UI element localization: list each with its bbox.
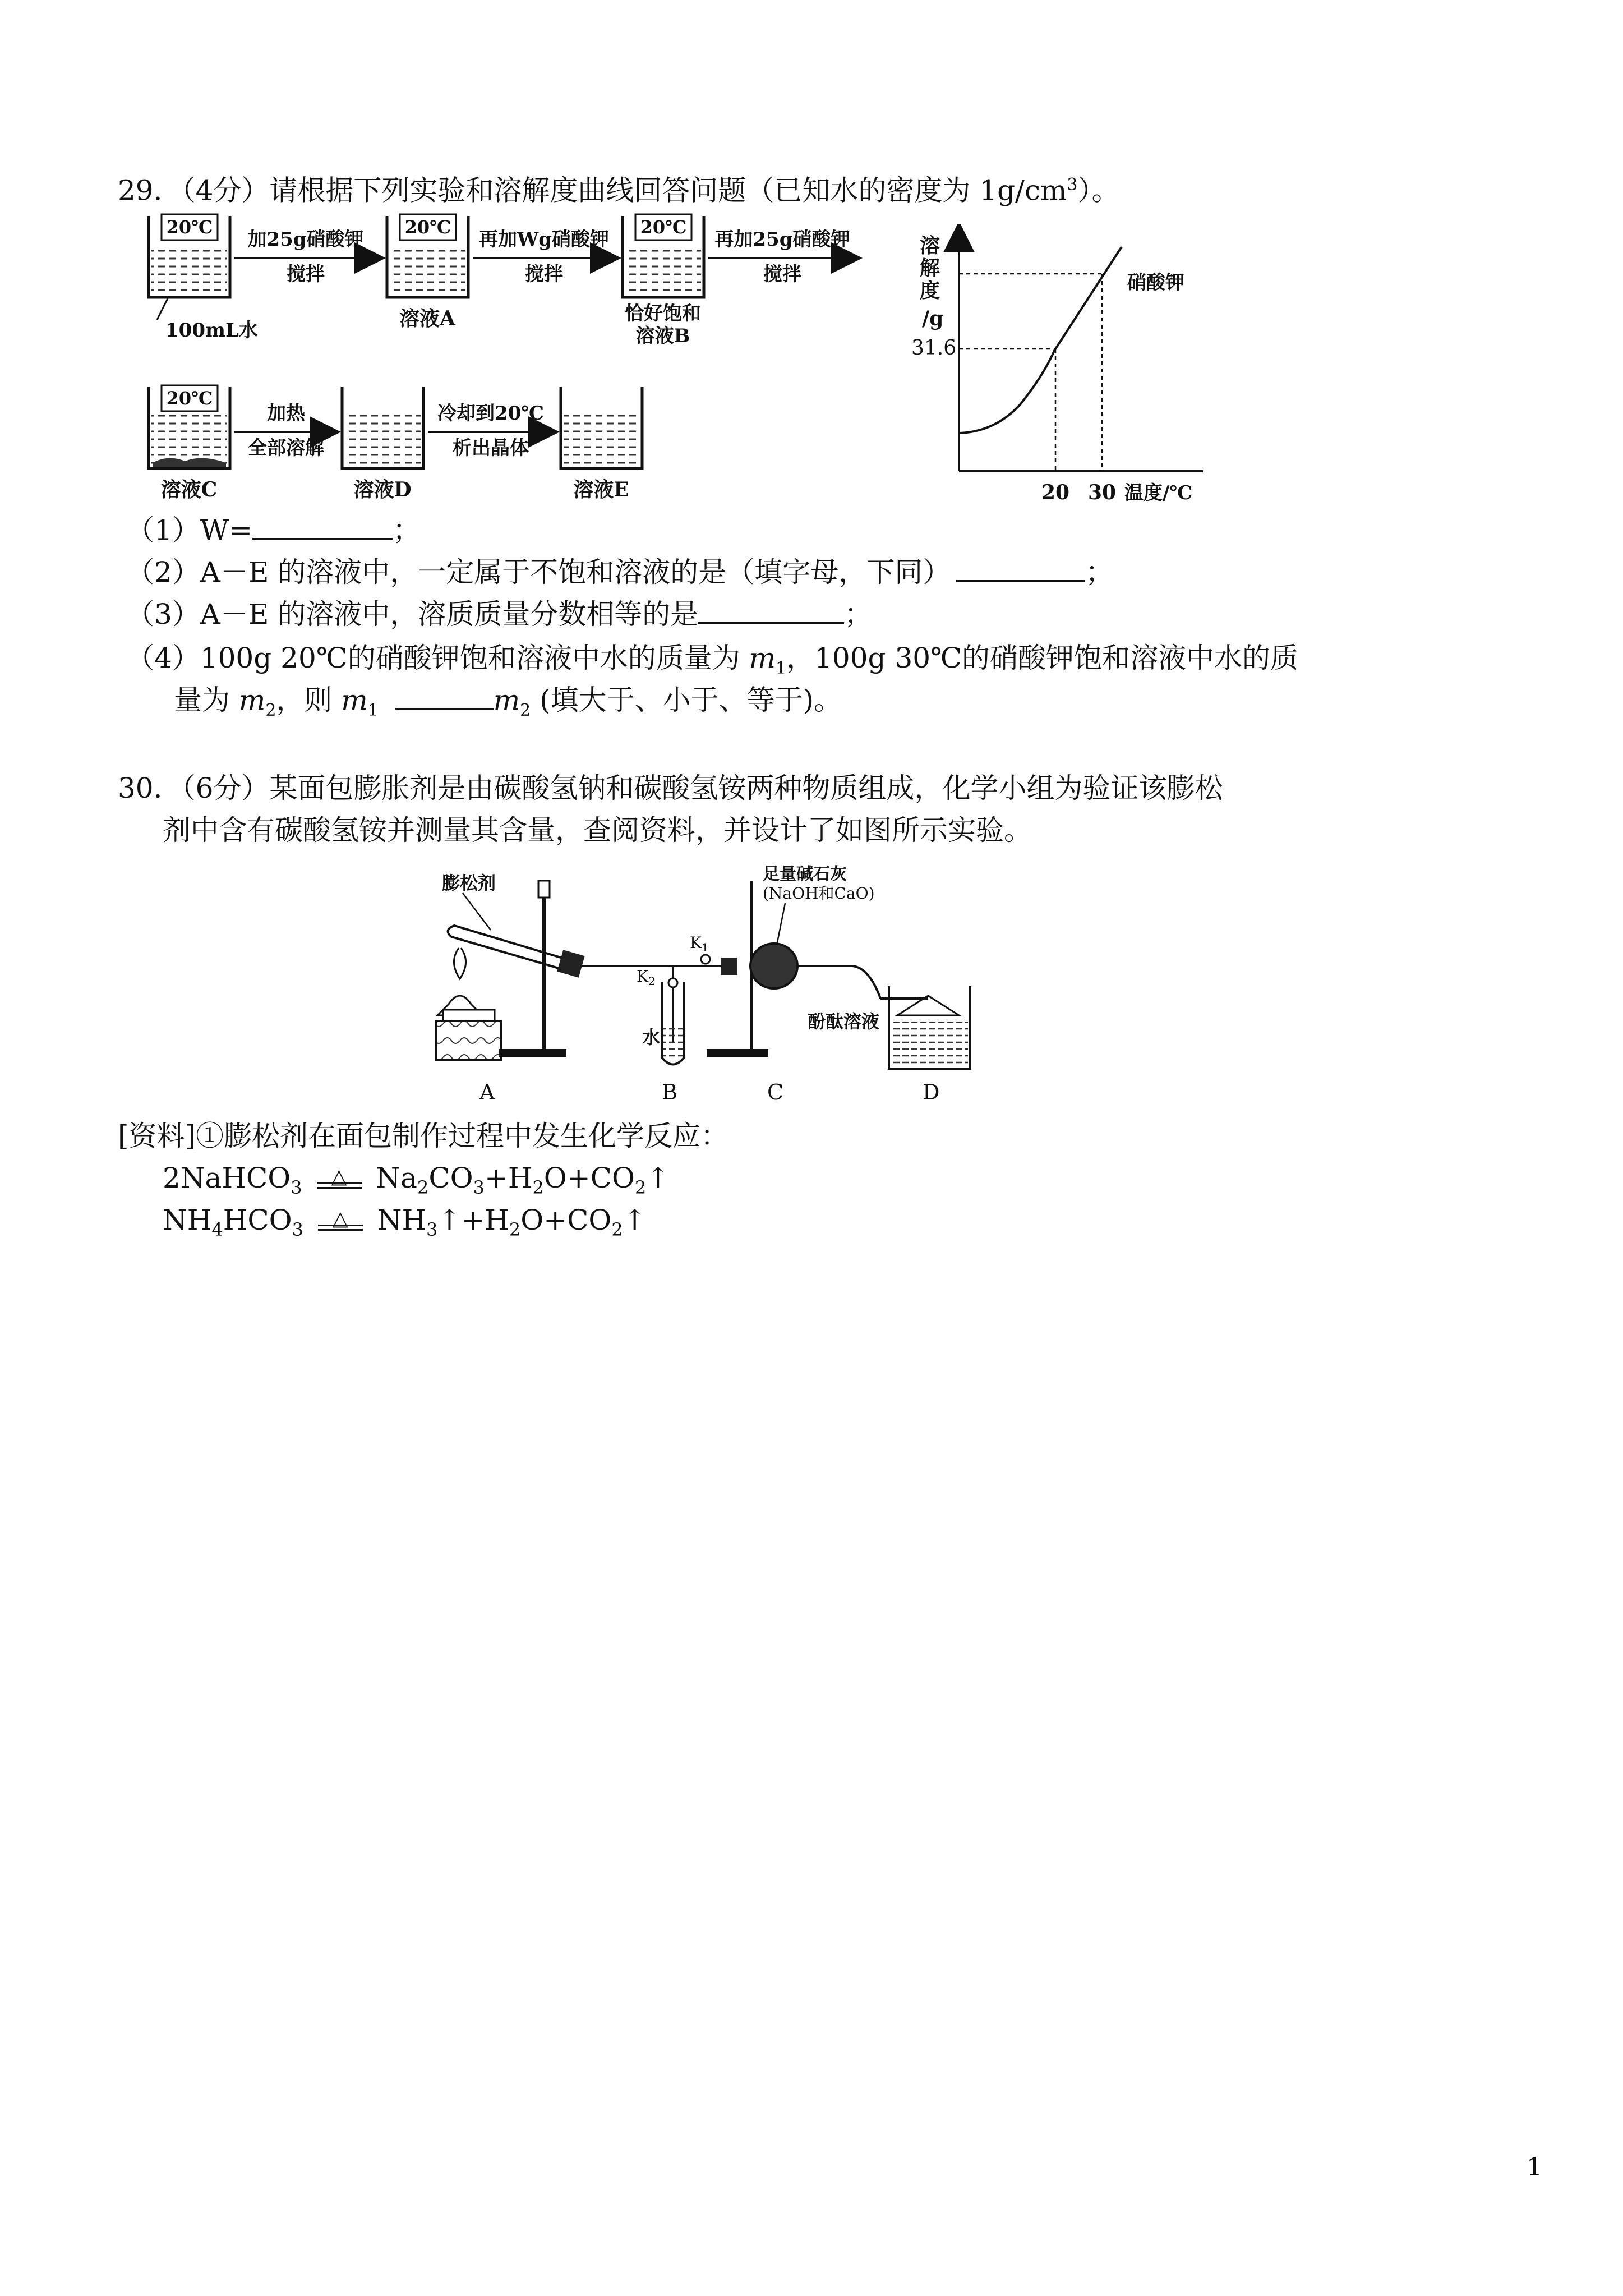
- step5-bottom: 析出晶体: [453, 437, 529, 459]
- beaker-c: [149, 385, 230, 468]
- step1-top: 加25g硝酸钾: [247, 228, 364, 251]
- equation-1: 2NaHCO$_3$ △ $Na_2CO_3+H_2O+CO_2↑$: [163, 1162, 670, 1198]
- step2-bottom: 搅拌: [525, 263, 563, 286]
- q30-info: [资料]①膨松剂在面包制作过程中发生化学反应：: [118, 1120, 729, 1152]
- svg-text:20℃: 20℃: [166, 217, 213, 238]
- q29-sub4-line2: 量为 $m_2$，则 $m_1$ $m_2$ (填大于、小于、等于)。: [174, 684, 842, 720]
- solubility-line: [959, 247, 1122, 433]
- ylabel-unit: /g: [922, 307, 944, 330]
- valve-k2[interactable]: [668, 978, 677, 987]
- label-c: C: [767, 1080, 784, 1105]
- beaker-e: [561, 387, 642, 468]
- heat-sign-2: △: [312, 1203, 368, 1240]
- solubility-curve: [897, 224, 1211, 516]
- y-tick-31-6: 31.6: [911, 337, 957, 360]
- ylabel-char-3: 度: [920, 279, 940, 302]
- label-solution-d: 溶液D: [353, 478, 412, 501]
- beaker-a: [387, 214, 468, 297]
- q29-sub1: （1）W= ；: [126, 514, 421, 546]
- page-number: 1: [1527, 2153, 1542, 2182]
- x-tick-30: 30: [1087, 481, 1117, 504]
- apparatus-b: [642, 982, 684, 1065]
- step4-bottom: 全部溶解: [248, 437, 324, 459]
- answer-blank-1[interactable]: [252, 513, 393, 540]
- label-phenolphthalein: 酚酞溶液: [808, 1011, 880, 1032]
- q30-line2: 剂中含有碳酸氢铵并测量其含量，查阅资料，并设计了如图所示实验。: [163, 814, 1032, 846]
- beaker-water: [149, 214, 230, 320]
- step1-bottom: 搅拌: [287, 263, 325, 286]
- q29-sub3: （3）A－E 的溶液中，溶质质量分数相等的是 ；: [126, 598, 873, 631]
- step5-top: 冷却到20℃: [437, 402, 545, 425]
- q29-stem: 29．（4分）请根据下列实验和溶解度曲线回答问题（已知水的密度为 $1g/cm^3$）。: [118, 174, 1120, 207]
- equation-2: $NH_4HCO_3$ △ $NH_3↑+H_2O+CO_2↑$: [163, 1204, 647, 1240]
- q29-sub2: （2）A－E 的溶液中，一定属于不饱和溶液的是（填字母，下同） ；: [126, 556, 1114, 588]
- label-solution-b-2: 溶液B: [635, 325, 690, 347]
- answer-blank-4[interactable]: [395, 683, 494, 710]
- answer-blank-3[interactable]: [698, 597, 844, 624]
- step3-bottom: 搅拌: [763, 263, 801, 286]
- x-axis-label: 温度/℃: [1124, 482, 1193, 504]
- x-tick-20: 20: [1041, 481, 1070, 504]
- beaker-flow-diagram: [135, 208, 886, 510]
- label-k2: $K_2$: [637, 967, 656, 988]
- label-k1: $K_1$: [690, 933, 709, 954]
- answer-blank-2[interactable]: [956, 555, 1085, 582]
- beaker-b: [623, 214, 704, 297]
- label-d: D: [923, 1080, 940, 1105]
- svg-text:20℃: 20℃: [404, 217, 451, 238]
- label-solution-c: 溶液C: [160, 478, 218, 501]
- apparatus-d: [880, 986, 970, 1069]
- apparatus-diagram: [426, 864, 987, 1111]
- label-solution-b-1: 恰好饱和: [625, 302, 701, 325]
- valve-k1[interactable]: [701, 955, 710, 964]
- apparatus-a: [436, 881, 585, 1060]
- label-soda-lime-1: 足量碱石灰: [763, 864, 847, 884]
- label-water: 100mL水: [165, 319, 258, 342]
- label-expanding-agent: 膨松剂: [442, 872, 496, 894]
- label-soda-lime-2: (NaOH和CaO): [763, 884, 875, 903]
- step3-top: 再加25g硝酸钾: [714, 228, 850, 251]
- svg-text:20℃: 20℃: [166, 388, 213, 409]
- label-b: B: [662, 1080, 677, 1105]
- q29-sub4-line1: （4）100g 20℃的硝酸钾饱和溶液中水的质量为 $m_1$，100g 30℃的硝酸钾饱和溶液中水的质: [126, 642, 1299, 678]
- label-solution-a: 溶液A: [399, 307, 455, 330]
- q30-line1: 30．（6分）某面包膨胀剂是由碳酸氢钠和碳酸氢铵两种物质组成，化学小组为验证该膨松: [118, 772, 1223, 804]
- label-solution-e: 溶液E: [573, 478, 629, 501]
- step2-top: 再加Wg硝酸钾: [479, 228, 609, 251]
- label-water-b: 水: [642, 1027, 661, 1048]
- svg-text:20℃: 20℃: [640, 217, 687, 238]
- ylabel-char-1: 溶: [920, 234, 940, 257]
- beaker-d: [342, 387, 423, 468]
- series-label: 硝酸钾: [1127, 272, 1184, 294]
- label-a: A: [479, 1080, 495, 1105]
- heat-sign-1: △: [311, 1161, 367, 1198]
- step4-top: 加热: [267, 402, 305, 425]
- ylabel-char-2: 解: [920, 256, 940, 280]
